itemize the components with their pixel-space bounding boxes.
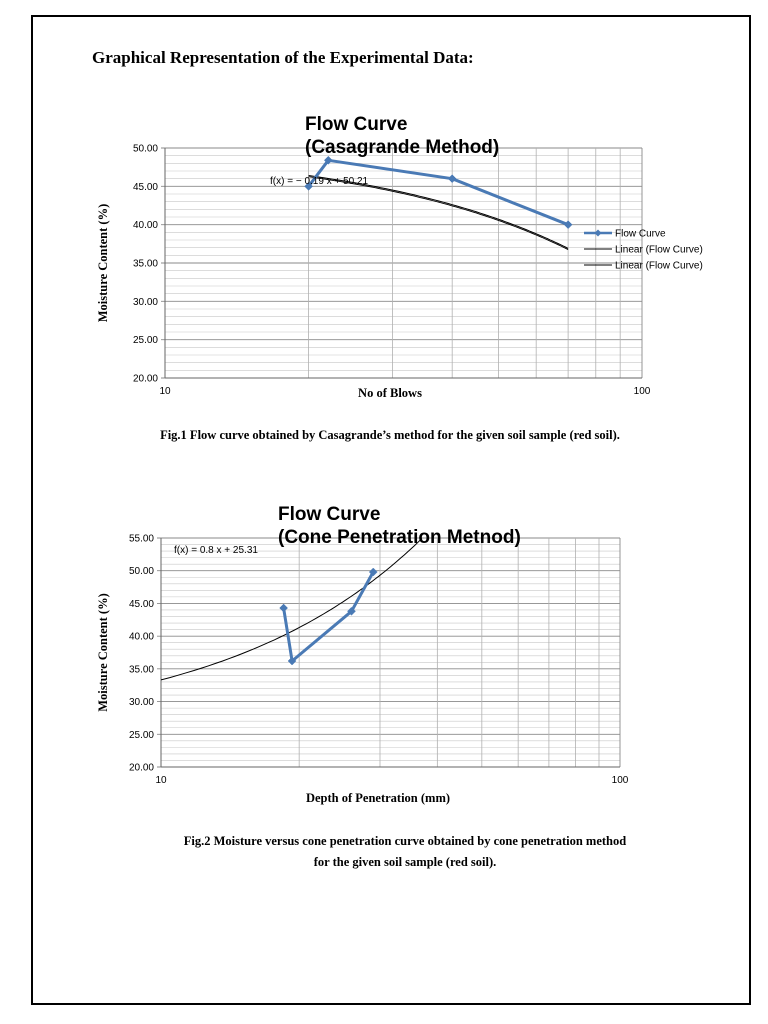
chart-title-line1: Flow Curve [278,504,381,525]
y-tick-label: 35.00 [128,664,154,676]
y-tick-label: 20.00 [132,373,158,385]
trendline-equation: f(x) = − 0.19 x + 50.21 [270,176,369,187]
y-tick-label: 45.00 [132,181,158,193]
legend-label: Linear (Flow Curve) [615,260,703,272]
page-heading: Graphical Representation of the Experimental Data: [92,48,474,67]
y-tick-label: 55.00 [128,533,154,545]
y-tick-label: 50.00 [132,143,158,155]
y-axis-label: Moisture Content (%) [96,593,110,712]
figure-caption-2-line1: Fig.2 Moisture versus cone penetration curve obtained by cone penetration method [183,834,627,848]
y-tick-label: 35.00 [132,258,158,270]
x-tick-label: 100 [611,775,629,786]
chart-title-line2: (Cone Penetration Metnod) [278,527,521,548]
x-axis-label: Depth of Penetration (mm) [305,791,451,805]
trendline-equation: f(x) = 0.8 x + 25.31 [174,545,258,556]
y-tick-label: 30.00 [132,296,158,308]
y-tick-label: 40.00 [132,220,158,232]
figure-caption-2-line2: for the given soil sample (red soil). [313,855,497,869]
x-axis-label: No of Blows [358,386,422,400]
chart-title-line2: (Casagrande Method) [305,137,500,158]
data-point [280,604,288,612]
figure-caption-1: Fig.1 Flow curve obtained by Casagrande’s method for the given soil sample (red soil). [160,428,620,442]
y-tick-label: 25.00 [128,729,154,741]
y-tick-label: 25.00 [132,335,158,347]
legend-label: Flow Curve [615,228,666,240]
y-axis-label: Moisture Content (%) [96,203,110,323]
y-tick-label: 45.00 [128,598,154,610]
x-tick-label: 100 [633,386,651,397]
y-tick-label: 30.00 [128,697,154,709]
chart-title-line1: Flow Curve [305,114,408,135]
y-tick-label: 50.00 [128,566,154,578]
y-tick-label: 20.00 [128,762,154,774]
x-tick-label: 10 [159,386,171,397]
x-tick-label: 10 [155,775,167,786]
y-tick-label: 40.00 [128,631,154,643]
legend-label: Linear (Flow Curve) [615,244,703,256]
